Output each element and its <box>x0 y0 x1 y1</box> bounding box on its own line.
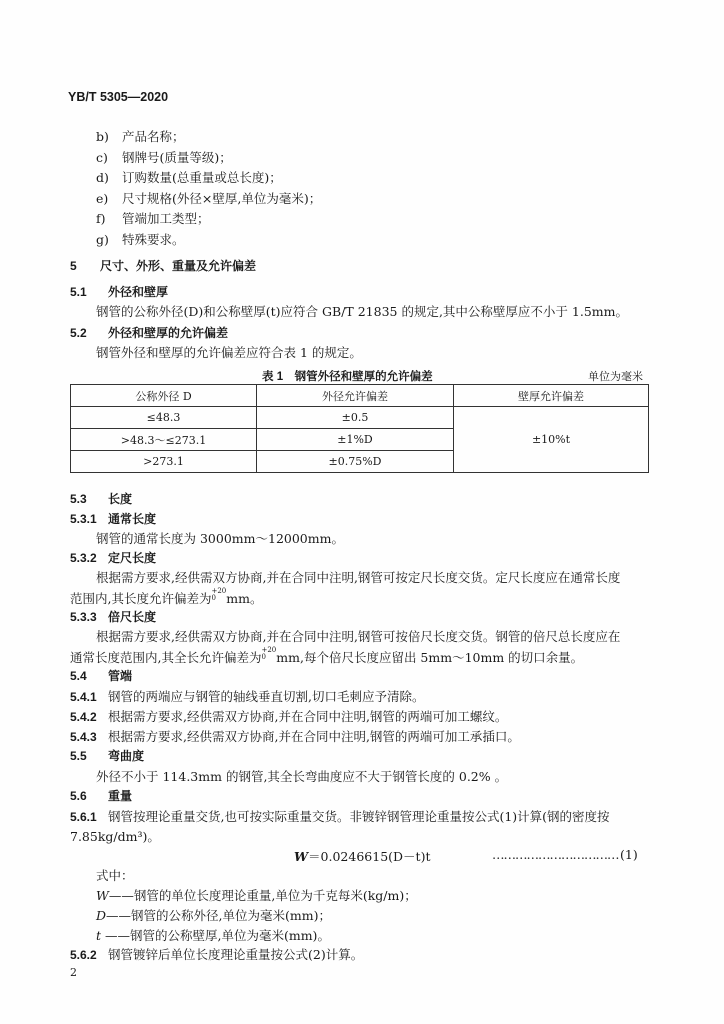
list-item-label: d) <box>96 170 109 185</box>
section-5-3-1-heading: 5.3.1 通常长度 <box>70 512 157 526</box>
where-text: ——钢管的公称壁厚,单位为毫米(mm)。 <box>101 928 330 943</box>
formula-1-number: (1) <box>620 847 638 862</box>
section-5-5-body: 外径不小于 114.3mm 的钢管,其全长弯曲度应不大于钢管长度的 0.2% 。 <box>96 769 508 784</box>
section-5-2-heading: 5.2 外径和壁厚的允许偏差 <box>70 326 229 340</box>
list-item <box>96 148 232 166</box>
where-symbol: D <box>96 908 107 923</box>
cell-deviation: ±0.5 <box>257 407 454 429</box>
list-item-text: 订购数量(总重量或总长度)； <box>122 170 282 185</box>
cell-deviation: ±1%D <box>257 429 454 451</box>
page-number: 2 <box>70 966 77 979</box>
section-5-6-1-line2: 7.85kg/dm³)。 <box>70 829 160 844</box>
section-5-3-3-body-line1: 根据需方要求,经供需双方协商,并在合同中注明,钢管可按倍尺长度交货。钢管的倍尺总长度应在 <box>96 629 621 644</box>
list-item-label: b) <box>96 129 109 144</box>
table-unit: 单位为毫米 <box>588 370 643 383</box>
list-item-text: 管端加工类型； <box>122 211 210 226</box>
list-item-text: 特殊要求。 <box>122 231 185 247</box>
table-caption: 表 1 钢管外径和壁厚的允许偏差 <box>262 371 433 383</box>
section-5-1-body: 钢管的公称外径(D)和公称壁厚(t)应符合 GB/T 21835 的规定,其中公称壁厚应不小于 1.5mm。 <box>96 304 628 319</box>
list-item <box>96 127 185 145</box>
section-5-2-body: 钢管外径和壁厚的允许偏差应符合表 1 的规定。 <box>96 345 362 360</box>
section-5-3-3-body-line2: 通常长度范围内,其全长允许偏差为+20 0 mm,每个倍尺长度应留出 5mm～10mm 的切口余量。 <box>70 646 584 665</box>
cell-diameter: ≤48.3 <box>71 407 257 429</box>
section-5-5-heading: 5.5 弯曲度 <box>70 749 145 763</box>
section-5-3-2-heading: 5.3.2 定尺长度 <box>70 551 157 565</box>
list-item-label: c) <box>96 149 108 165</box>
section-5-3-1-body: 钢管的通常长度为 3000mm～12000mm。 <box>96 531 344 546</box>
cell-wall-deviation: ±10%t <box>454 407 649 473</box>
section-5-heading: 5 尺寸、外形、重量及允许偏差 <box>70 259 257 273</box>
section-5-4-2: 5.4.2 根据需方要求,经供需双方协商,并在合同中注明,钢管的两端可加工螺纹。 <box>70 709 508 724</box>
list-item <box>96 189 321 207</box>
cell-diameter: >48.3～≤273.1 <box>71 429 257 451</box>
section-5-1-heading: 5.1 外径和壁厚 <box>70 285 169 299</box>
table-header-row <box>71 385 649 407</box>
list-item-text: 产品名称； <box>122 129 185 144</box>
where-symbol: W <box>96 888 109 903</box>
list-item <box>96 230 185 248</box>
where-symbol: t <box>96 928 102 943</box>
cell-deviation: ±0.75%D <box>257 451 454 473</box>
where-item <box>96 926 330 944</box>
section-5-6-2: 5.6.2 钢管镀锌后单位长度理论重量按公式(2)计算。 <box>70 947 364 962</box>
standard-number: YB/T 5305—2020 <box>68 90 169 104</box>
where-item <box>96 886 417 904</box>
table-row <box>71 407 649 429</box>
cell-diameter: >273.1 <box>71 451 257 473</box>
formula-1: W＝0.0246615(D－t)t <box>294 849 431 864</box>
where-label: 式中： <box>96 868 134 883</box>
list-item-label: f) <box>96 211 106 226</box>
formula-1-leader: …………………………… <box>492 847 619 862</box>
where-text: ——钢管的公称外径,单位为毫米(mm)； <box>106 908 331 923</box>
section-5-3-2-body-line1: 根据需方要求,经供需双方协商,并在合同中注明,钢管可按定尺长度交货。定尺长度应在通常长度 <box>96 570 621 585</box>
list-item-text: 钢牌号(质量等级)； <box>122 149 232 165</box>
section-5-3-2-body-line2: 范围内,其长度允许偏差为+20 0 mm。 <box>70 587 263 606</box>
where-item <box>96 906 331 924</box>
list-item <box>96 209 210 227</box>
section-5-4-3: 5.4.3 根据需方要求,经供需双方协商,并在合同中注明,钢管的两端可加工承插口。 <box>70 729 520 744</box>
tolerance-table <box>70 384 649 473</box>
section-5-3-3-heading: 5.3.3 倍尺长度 <box>70 610 157 624</box>
section-5-6-1-line1: 5.6.1 钢管按理论重量交货,也可按实际重量交货。非镀锌钢管理论重量按公式(1)计算(钢的密度按 <box>70 809 610 824</box>
list-item-label: e) <box>96 190 109 206</box>
list-item-text: 尺寸规格(外径×壁厚,单位为毫米)； <box>122 190 322 206</box>
section-5-4-1: 5.4.1 钢管的两端应与钢管的轴线垂直切割,切口毛刺应予清除。 <box>70 689 425 704</box>
section-5-3-heading: 5.3 长度 <box>70 492 133 506</box>
header-outer-diameter: 公称外径 D <box>71 385 257 407</box>
header-wall-deviation: 壁厚允许偏差 <box>454 385 649 407</box>
list-item-label: g) <box>96 231 109 247</box>
where-text: ——钢管的单位长度理论重量,单位为千克每米(kg/m)； <box>108 888 417 903</box>
section-5-6-heading: 5.6 重量 <box>70 789 133 803</box>
section-5-4-heading: 5.4 管端 <box>70 669 133 683</box>
header-od-deviation: 外径允许偏差 <box>257 385 454 407</box>
list-item <box>96 168 282 186</box>
